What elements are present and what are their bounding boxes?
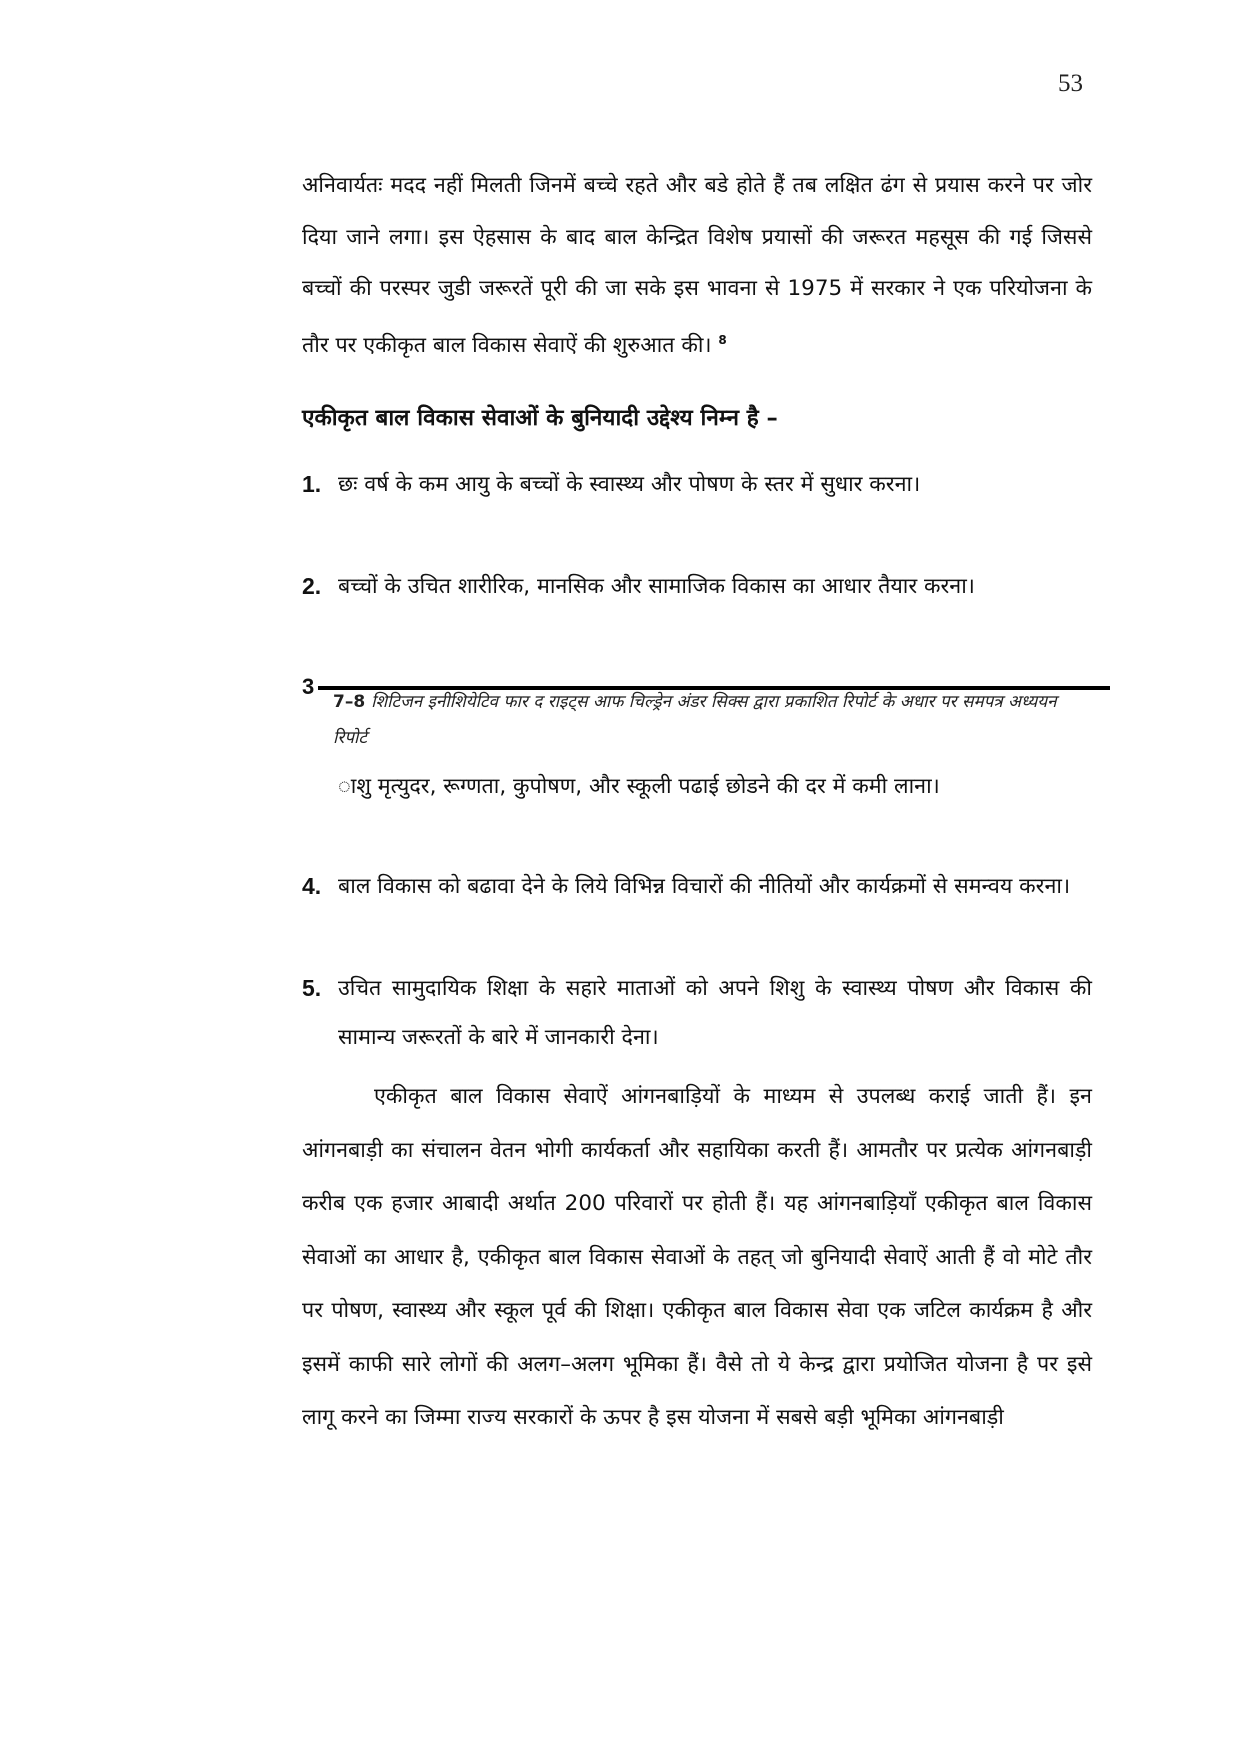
objective-number: 2. xyxy=(302,573,322,599)
footnote-marker: 3 xyxy=(302,674,315,699)
objective-text: बच्चों के उचित शारीरिक, मानसिक और सामाजिक विकास का आधार तैयार करना। xyxy=(338,574,975,599)
intro-paragraph-text: अनिवार्यतः मदद नहीं मिलती जिनमें बच्चे रहते और बडे होते हैं तब लक्षित ढंग से प्रयास करने पर जोर दिया जाने लगा। इस ऐहसास के बाद बाल केन्द्रित विशेष प्रयासों की जरूरत महसूस की गई जिससे बच्चों की परस्पर जुडी जरूरतें पूरी की जा सके इस भावना से 1975 में सरकार ने एक परियोजना के तौर पर एकीकृत बाल विकास सेवाऐं की शुरुआत की। xyxy=(302,173,1092,358)
closing-paragraph: एकीकृत बाल विकास सेवाऐं आंगनबाड़ियों के माध्यम से उपलब्ध कराई जाती हैं। इन आंगनबाड़ी का संचालन वेतन भोगी कार्यकर्ता और सहायिका करती हैं। आमतौर पर प्रत्येक आंगनबाड़ी करीब एक हजार आबादी अर्थात 200 परिवारों पर होती हैं। यह आंगनबाड़ियाॅं एकीकृत बाल विकास सेवाओं का आधार है, एकीकृत बाल विकास सेवाओं के तहत् जो बुनियादी सेवाऐं आती हैं वो मोटे तौर पर पोषण, स्वास्थ्य और स्कूल पूर्व की शिक्षा। एकीकृत बाल विकास सेवा एक जटिल कार्यक्रम है और इसमें काफी सारे लोगों की अलग–अलग भूमिका हैं। वैसे तो ये केन्द्र द्वारा प्रयोजित योजना है पर इसे लागू करने का जिम्मा राज्य सरकारों के ऊपर है इस योजना में सबसे बड़ी भूमिका आंगनबाड़ी xyxy=(302,1084,1092,1430)
objective-number: 4. xyxy=(302,873,322,899)
footnote-reference: 8 xyxy=(718,332,727,347)
objective-text: ाशु मृत्युदर, रूग्णता, कुपोषण, और स्कूली पढाई छोडने की दर में कमी लाना। xyxy=(338,774,940,799)
objective-item xyxy=(302,762,1092,811)
objective-item xyxy=(302,562,1092,611)
page-number: 53 xyxy=(1058,70,1083,97)
objective-text: छः वर्ष के कम आयु के बच्चों के स्वास्थ्य और पोषण के स्तर में सुधार करना। xyxy=(338,472,921,497)
objective-item xyxy=(302,862,1092,911)
objective-number: 1. xyxy=(302,471,322,497)
footnote-ref: 7–8 xyxy=(333,692,366,712)
objective-item xyxy=(302,460,1092,509)
objective-text: बाल विकास को बढावा देने के लिये विभिन्न विचारों की नीतियों और कार्यक्रमों से समन्वय करना। xyxy=(338,874,1071,899)
objectives-heading: एकीकृत बाल विकास सेवाओं के बुनियादी उद्देश्य निम्न है – xyxy=(302,405,778,431)
objective-text: उचित सामुदायिक शिक्षा के सहारे माताओं को अपने शिशु के स्वास्थ्य पोषण और विकास की सामान्य जरूरतों के बारे में जानकारी देना। xyxy=(338,976,1092,1050)
objective-number: 5. xyxy=(302,975,322,1001)
footnote xyxy=(333,684,1093,756)
objective-item xyxy=(302,964,1092,1062)
footnote-text: शिटिजन इनीशियेटिव फार द राइट्स आफ चिल्ड्रेन अंडर सिक्स द्वारा प्रकाशित रिपोर्ट के अधार पर समपत्र अध्ययन रिपोर्ट xyxy=(333,692,1057,748)
intro-paragraph xyxy=(302,160,1092,371)
